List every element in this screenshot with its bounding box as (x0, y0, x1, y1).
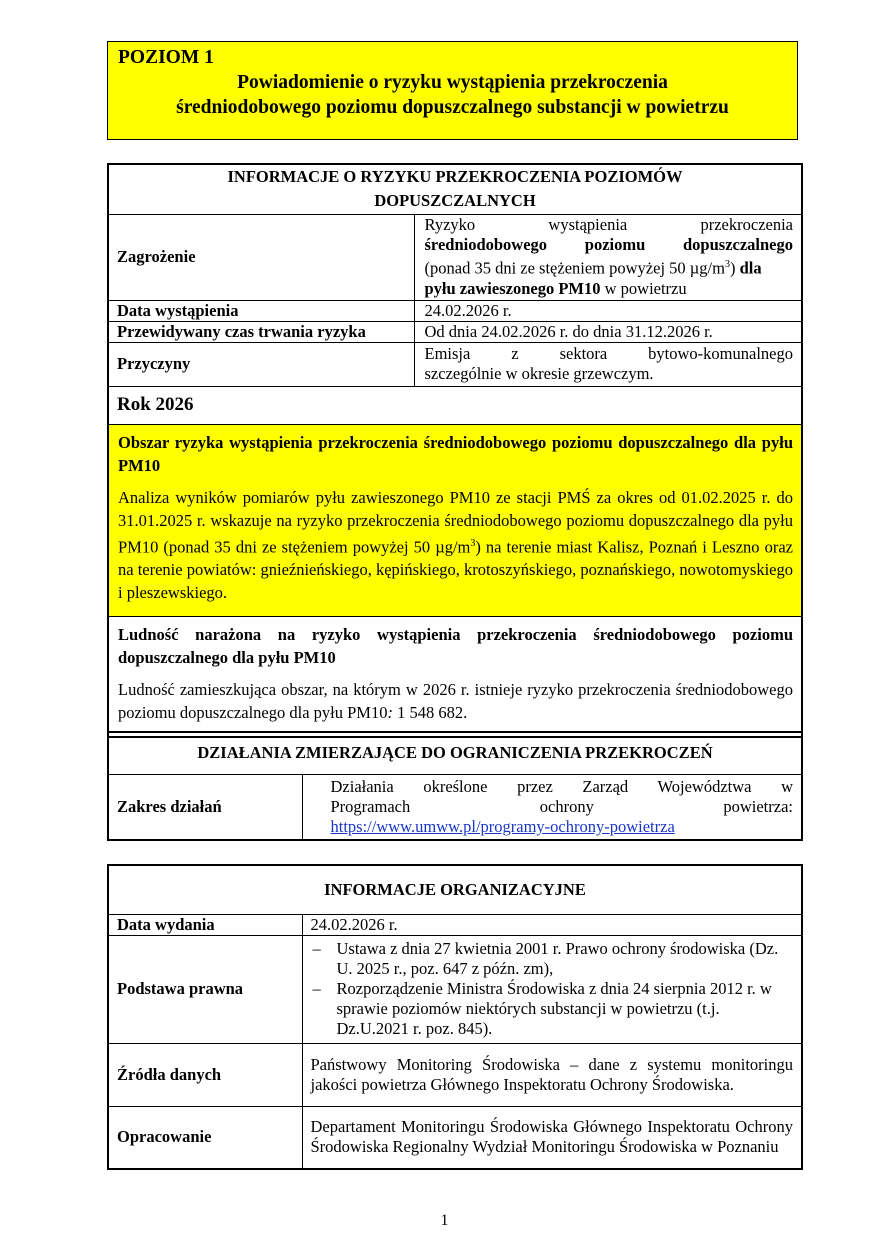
causes-line2: szczególnie w okresie grzewczym. (424, 364, 654, 383)
population-text-a: Ludność zamieszkująca obszar, na którym w 2026 r. istnieje ryzyko przekroczenia średniodobowego poziomu dopuszczalnego dla pyłu PM10 (118, 680, 793, 722)
risk-area-section (108, 424, 802, 617)
area-text-b: ) na terenie miast Kalisz, Poznań i Leszno oraz na terenie powiatów: gnieźnieńskiego, kępińskiego, krotoszyńskiego, poznańskiego, nowotomyskiego i pleszewskiego. (118, 537, 793, 602)
threat-line2: średniodobowego poziomu dopuszczalnego (424, 235, 793, 255)
threat-line3-bold: dla (739, 258, 762, 278)
threat-line4 (425, 279, 794, 299)
population-heading: Ludność narażona na ryzyko wystąpienia przekroczenia średniodobowego poziomu dopuszczalnego dla pyłu PM10 (118, 625, 793, 667)
legal-basis-label: Podstawa prawna (108, 935, 302, 1043)
area-text-sup: 3 (470, 537, 476, 549)
prepared-by-label: Opracowanie (108, 1106, 302, 1169)
threat-line3-sup: 3 (724, 259, 730, 271)
issue-date-label: Data wydania (108, 914, 302, 935)
year-title: Rok 2026 (108, 386, 802, 424)
threat-line3 (425, 255, 794, 279)
causes-value (414, 342, 802, 386)
threat-line3-close: ) (729, 258, 736, 278)
scope-value (302, 774, 802, 840)
threat-line3-text: (ponad 35 dni ze stężeniem powyżej 50 µg/m (424, 258, 725, 278)
scope-line2: Programach ochrony powietrza: (330, 796, 793, 816)
threat-line4-text: w powietrzu (604, 278, 687, 298)
org-table-header: INFORMACJE ORGANIZACYJNE (108, 865, 802, 914)
population-count: 1 548 682. (392, 703, 468, 722)
banner-title-line2: średniodobowego poziomu dopuszczalnego substancji w powietrzu (176, 97, 729, 118)
area-heading: Obszar ryzyka wystąpienia przekroczenia średniodobowego poziomu dopuszczalnego dla pyłu PM10 (118, 432, 793, 475)
prepared-by-value: Departament Monitoringu Środowiska Głównego Inspektoratu Ochrony Środowiska Regionalny Wydział Monitoringu Środowiska w Poznaniu (302, 1106, 802, 1169)
risk-header-line2: DOPUSZCZALNYCH (374, 191, 536, 211)
banner-title (108, 71, 797, 121)
legal-basis-item: – Ustawa z dnia 27 kwietnia 2001 r. Prawo ochrony środowiska (Dz. U. 2025 r., poz. 647 z późn. zm), (311, 939, 794, 979)
actions-table-header: DZIAŁANIA ZMIERZAJĄCE DO OGRANICZENIA PRZEKROCZEŃ (108, 732, 802, 774)
area-text-a: Analiza wyników pomiarów pyłu zawieszonego PM10 ze stacji PMŚ za okres od 01.02.2025 r. do 31.01.2025 r. wskazuje na ryzyko przekroczenia średniodobowego poziomu dopuszczalnego dla pyłu PM10 (ponad 35 dni ze stężeniem powyżej 50 µg/m (118, 487, 793, 556)
duration-value: Od dnia 24.02.2026 r. do dnia 31.12.2026 r. (414, 321, 802, 342)
area-text (118, 486, 793, 605)
programs-link[interactable]: https://www.umww.pl/programy-ochrony-powietrza (330, 816, 675, 836)
legal-basis-item: – Rozporządzenie Ministra Środowiska z dnia 24 sierpnia 2012 r. w sprawie poziomów niektórych substancji w powietrzu (t.j. Dz.U.2021 r. poz. 845). (311, 979, 794, 1039)
causes-line1: Emisja z sektora bytowo-komunalnego (424, 344, 793, 363)
scope-line1: Działania określone przez Zarząd Województwa w (330, 776, 793, 796)
page-number: 1 (440, 1212, 449, 1229)
risk-info-table (107, 163, 803, 738)
legal-basis-list (311, 939, 794, 1039)
level-label: POZIOM 1 (118, 47, 214, 68)
threat-value (414, 214, 802, 300)
population-text-colon: : (387, 703, 393, 722)
causes-label: Przyczyny (108, 342, 414, 386)
duration-label: Przewidywany czas trwania ryzyka (108, 321, 414, 342)
threat-label: Zagrożenie (108, 214, 414, 300)
population-section (108, 617, 802, 738)
actions-table (107, 731, 803, 841)
threat-line1: Ryzyko wystąpienia przekroczenia (424, 215, 793, 235)
date-label: Data wystąpienia (108, 300, 414, 321)
org-info-table (107, 864, 803, 1170)
date-value: 24.02.2026 r. (414, 300, 802, 321)
threat-line4-bold: pyłu zawieszonego PM10 (424, 278, 601, 298)
banner-title-line1: Powiadomienie o ryzyku wystąpienia przekroczenia (237, 72, 668, 93)
data-sources-label: Źródła danych (108, 1043, 302, 1106)
risk-header-line1: INFORMACJE O RYZYKU PRZEKROCZENIA POZIOMÓW (227, 167, 683, 187)
data-sources-value: Państwowy Monitoring Środowiska – dane z systemu monitoringu jakości powietrza Głównego Inspektoratu Ochrony Środowiska. (302, 1043, 802, 1106)
population-text (118, 678, 793, 724)
legal-basis-value (302, 935, 802, 1043)
scope-label: Zakres działań (108, 774, 302, 840)
issue-date-value: 24.02.2026 r. (302, 914, 802, 935)
level-banner (107, 41, 798, 140)
risk-table-header (108, 164, 802, 214)
